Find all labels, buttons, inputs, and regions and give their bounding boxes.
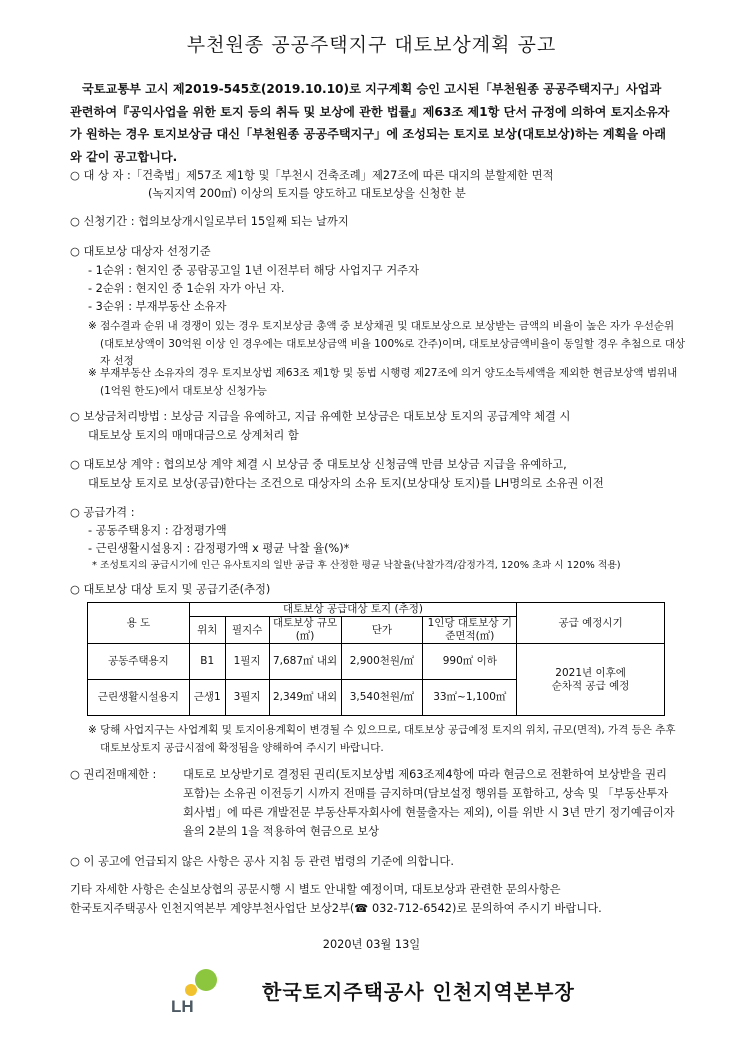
- criteria-item-3: - 3순위 : 부재부동산 소유자: [88, 300, 227, 313]
- header-use: 용 도: [88, 603, 190, 644]
- supply-time: [517, 644, 665, 716]
- supply-time-line-2: 순차적 공급 예정: [551, 679, 630, 692]
- header-group: 대토보상 공급대상 토지 (추정): [189, 603, 516, 617]
- criteria-item-2: - 2순위 : 현지인 중 1순위 자가 아닌 자.: [88, 282, 285, 295]
- header-time: 공급 예정시기: [517, 603, 665, 644]
- row2-size: 2,349㎡ 내외: [269, 680, 341, 716]
- notice-date: 2020년 03월 13일: [322, 938, 421, 951]
- contract-line-1: ○ 대토보상 계약 : 협의보상 계약 체결 시 보상금 중 대토보상 신청금액 만큼 보상금 지급을 유예하고,: [70, 458, 567, 471]
- price-item-1: - 공동주택용지 : 감정평가액: [88, 524, 227, 537]
- contact-line-1: 기타 자세한 사항은 손실보상협의 공문시행 시 별도 안내할 예정이며, 대토보상과 관련한 문의사항은: [70, 883, 561, 896]
- row2-location: 근생1: [189, 680, 225, 716]
- svg-text:LH: LH: [171, 997, 194, 1016]
- land-table: [87, 602, 665, 716]
- issuing-organization: 한국토지주택공사 인천지역본부장: [262, 980, 575, 1004]
- supply-time-line-1: 2021년 이후에: [555, 666, 626, 679]
- header-location: 위치: [189, 617, 225, 644]
- criteria-heading: ○ 대토보상 대상자 선정기준: [70, 245, 211, 258]
- payment-line-2: 대토보상 토지의 매매대금으로 상계처리 함: [88, 429, 299, 442]
- table-note: ※ 당해 사업지구는 사업계획 및 토지이용계획이 변경될 수 있으므로, 대토보상 공급예정 토지의 위치, 규모(면적), 가격 등은 추후 대토보상토지 공급시점에 확정됨을 양해하여 주시기 바랍니다.: [88, 724, 676, 754]
- table-heading: ○ 대토보상 대상 토지 및 공급기준(추정): [70, 583, 271, 596]
- row1-price: 2,900천원/㎡: [341, 644, 423, 680]
- application-period: ○ 신청기간 : 협의보상개시일로부터 15일째 되는 날까지: [70, 215, 349, 228]
- header-per-person: 1인당 대토보상 기준면적(㎡): [423, 617, 517, 644]
- other-clause: ○ 이 공고에 언급되지 않은 사항은 공사 지침 등 관련 법령의 기준에 의합니다.: [70, 855, 454, 868]
- lh-logo-icon: [168, 968, 228, 1016]
- page-title: 부천원종 공공주택지구 대토보상계획 공고: [186, 34, 557, 56]
- criteria-item-1: - 1순위 : 현지인 중 공람공고일 1년 이전부터 해당 사업지구 거주자: [88, 264, 419, 277]
- row1-location: B1: [189, 644, 225, 680]
- contract-line-2: 대토보상 토지로 보상(공급)한다는 조건으로 대상자의 소유 토지(보상대상 토지)를 LH명의로 소유권 이전: [88, 477, 604, 490]
- row2-count: 3필지: [225, 680, 269, 716]
- criteria-note-2: ※ 부재부동산 소유자의 경우 토지보상법 제63조 제1항 및 동법 시행령 제27조에 의거 양도소득세액을 제외한 현금보상액 범위내(1억원 한도)에서 대토보상 신청가능: [88, 367, 678, 397]
- row1-count: 1필지: [225, 644, 269, 680]
- row2-price: 3,540천원/㎡: [341, 680, 423, 716]
- row2-per-person: 33㎡~1,100㎡: [423, 680, 517, 716]
- header-size: 대토보상 규모(㎡): [269, 617, 341, 644]
- row1-use: 공동주택용지: [88, 644, 190, 680]
- table-row: [88, 644, 665, 680]
- resale-label: ○ 권리전매제한 :: [70, 768, 157, 781]
- payment-line-1: ○ 보상금처리방법 : 보상금 지급을 유예하고, 지급 유예한 보상금은 대토보상 토지의 공급계약 체결 시: [70, 410, 571, 423]
- price-item-2: - 근린생활시설용지 : 감정평가액 x 평균 낙찰 율(%)*: [88, 542, 350, 555]
- row2-use: 근린생활시설용지: [88, 680, 190, 716]
- header-price: 단가: [341, 617, 423, 644]
- resale-text: 대토로 보상받기로 결정된 권리(토지보상법 제63조제4항에 따라 현금으로 전환하여 보상받을 권리 포함)는 소유권 이전등기 시까지 전매를 금지하며(담보설정 행위를 포함하고, 상속 및 「부동산투자회사법」에 따른 개발전문 부동산투자회사에 현물출자는 제외), 이를 위반 시 3년 만기 정기예금이자율의 2분의 1을 적용하여 현금으로 보상: [183, 768, 675, 838]
- contact-line-2: 한국토지주택공사 인천지역본부 계양부천사업단 보상2부(☎ 032-712-6542)로 문의하여 주시기 바랍니다.: [70, 902, 602, 915]
- intro-paragraph: 국토교통부 고시 제2019-545호(2019.10.10)로 지구계획 승인 고시된「부천원종 공공주택지구」사업과 관련하여『공익사업을 위한 토지 등의 취득 및 보상에 관한 법률』제63조 제1항 단서 규정에 의하여 토지소유자가 원하는 경우 토지보상금 대신「부천원종 공공주택지구」에 조성되는 토지로 보상(대토보상)하는 계획을 아래와 같이 공고합니다.: [70, 82, 670, 164]
- price-heading: ○ 공급가격 :: [70, 506, 135, 519]
- target-line-1: ○ 대 상 자 :「건축법」제57조 제1항 및「부천시 건축조례」제27조에 따른 대지의 분할제한 면적: [70, 169, 554, 182]
- row1-per-person: 990㎡ 이하: [423, 644, 517, 680]
- header-count: 필지수: [225, 617, 269, 644]
- price-note: * 조성토지의 공급시기에 인근 유사토지의 일반 공급 후 산정한 평균 낙찰율(낙찰가격/감정가격, 120% 초과 시 120% 적용): [92, 560, 621, 571]
- target-line-2: (녹지지역 200㎡) 이상의 토지를 양도하고 대토보상을 신청한 분: [148, 187, 466, 200]
- row1-size: 7,687㎡ 내외: [269, 644, 341, 680]
- criteria-note-1: ※ 점수결과 순위 내 경쟁이 있는 경우 토지보상금 총액 중 보상채권 및 대토보상으로 보상받는 금액의 비율이 높은 자가 우선순위(대토보상액이 30억원 이상 인 경우에는 대토보상금액 비율 100%로 간주)이며, 대토보상금액비율이 동일할 경우 추첨으로 대상자 선정: [88, 320, 686, 367]
